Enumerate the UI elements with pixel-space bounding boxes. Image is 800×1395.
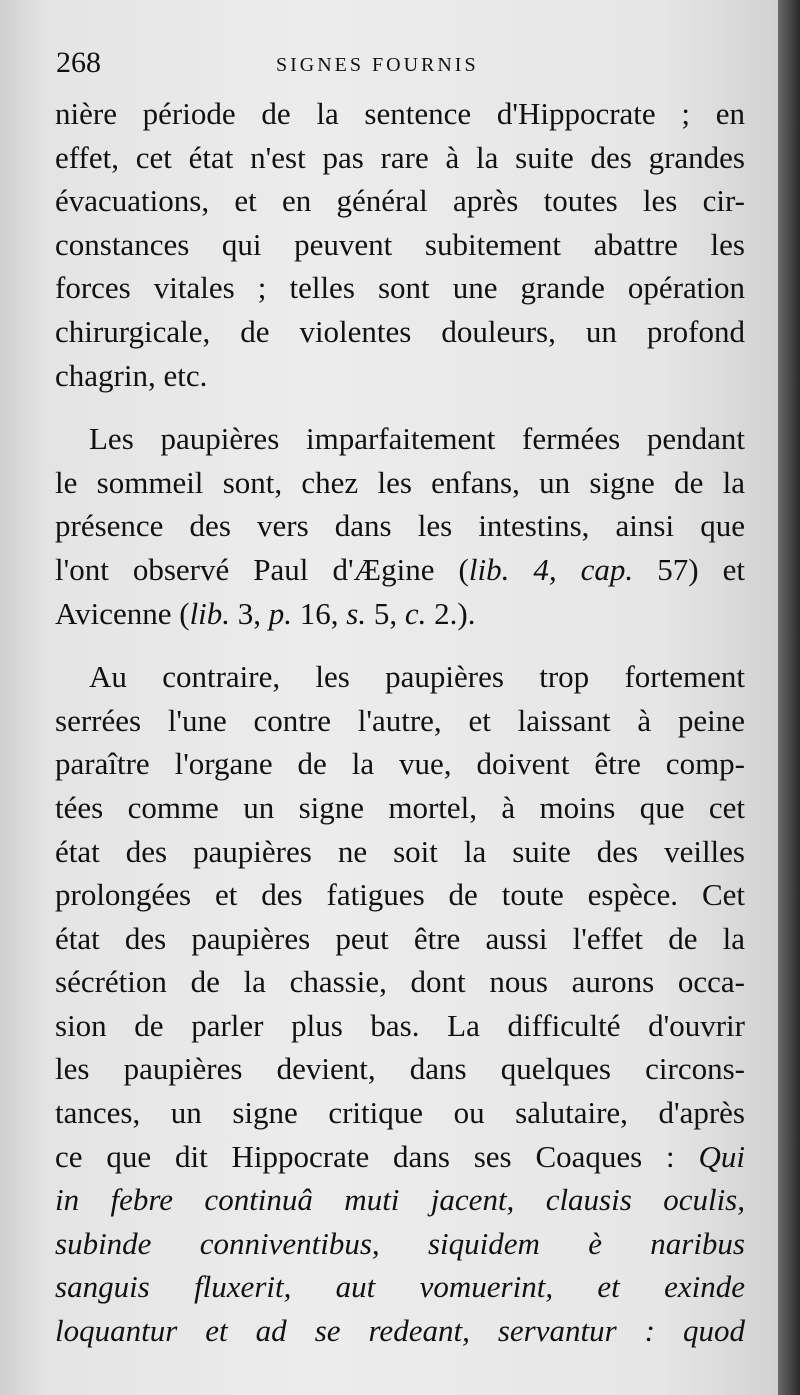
text-line: les paupières devient, dans quelques circons- bbox=[55, 1051, 745, 1087]
text-line: état des paupières ne soit la suite des veilles bbox=[55, 833, 745, 869]
text-line: état des paupières peut être aussi l'effet de la bbox=[55, 920, 745, 956]
text-line: sécrétion de la chassie, dont nous aurons occa- bbox=[55, 964, 745, 1000]
paragraph-1 bbox=[55, 92, 745, 397]
text-line: effet, cet état n'est pas rare à la suite des grandes bbox=[55, 139, 745, 175]
text-line: constances qui peuvent subitement abattre les bbox=[55, 226, 745, 262]
text-line: paraître l'organe de la vue, doivent être comp- bbox=[55, 746, 745, 782]
text-span: 57) et bbox=[633, 551, 745, 587]
body-text bbox=[55, 92, 745, 1353]
citation-italic: lib. 4, cap. bbox=[468, 551, 634, 587]
text-line: forces vitales ; telles sont une grande opération bbox=[55, 270, 745, 306]
page-edge-shadow bbox=[778, 0, 800, 1395]
quote-italic: Qui bbox=[698, 1138, 745, 1174]
text-line: Au contraire, les paupières trop fortement bbox=[89, 659, 745, 695]
text-line: tances, un signe critique ou salutaire, d'après bbox=[55, 1095, 745, 1131]
text-line bbox=[55, 1135, 745, 1179]
citation-italic: c. bbox=[404, 595, 427, 631]
text-line: prolongées et des fatigues de toute espèce. Cet bbox=[55, 877, 745, 913]
latin-quote-line: subinde conniventibus, siquidem è naribus bbox=[55, 1225, 745, 1261]
text-span: Avicenne ( bbox=[55, 595, 190, 631]
latin-quote-line: loquantur et ad se redeant, servantur : quod bbox=[55, 1313, 745, 1349]
latin-quote-line: in febre continuâ muti jacent, clausis oculis, bbox=[55, 1182, 745, 1218]
text-line: présence des vers dans les intestins, ainsi que bbox=[55, 508, 745, 544]
text-line: nière période de la sentence d'Hippocrate ; en bbox=[55, 96, 745, 131]
text-line bbox=[55, 592, 745, 636]
text-line: le sommeil sont, chez les enfans, un signe de la bbox=[55, 464, 745, 500]
page-header bbox=[56, 46, 730, 86]
text-line bbox=[55, 548, 745, 592]
text-line: évacuations, et en général après toutes les cir- bbox=[55, 183, 745, 219]
text-span: 16, bbox=[292, 595, 347, 631]
text-line: Les paupières imparfaitement fermées pendant bbox=[89, 421, 745, 457]
text-span: l'ont observé Paul d'Ægine ( bbox=[55, 551, 469, 587]
text-span: 5, bbox=[366, 595, 405, 631]
text-line: sion de parler plus bas. La difficulté d'ouvrir bbox=[55, 1007, 745, 1043]
text-line: tées comme un signe mortel, à moins que cet bbox=[55, 789, 745, 825]
paragraph-2 bbox=[55, 417, 745, 635]
citation-italic: p. bbox=[268, 595, 293, 631]
text-span: 2.). bbox=[426, 595, 476, 631]
text-span: ce que dit Hippocrate dans ses Coaques : bbox=[55, 1138, 699, 1174]
page-number: 268 bbox=[56, 46, 101, 79]
text-span: 3, bbox=[230, 595, 269, 631]
text-line: chagrin, etc. bbox=[55, 357, 208, 393]
citation-italic: lib. bbox=[189, 595, 231, 631]
citation-italic: s. bbox=[346, 595, 367, 631]
latin-quote-line: sanguis fluxerit, aut vomuerint, et exinde bbox=[55, 1269, 745, 1305]
text-line: serrées l'une contre l'autre, et laissant à peine bbox=[55, 702, 745, 738]
text-line: chirurgicale, de violentes douleurs, un profond bbox=[55, 313, 745, 349]
paragraph-3 bbox=[55, 655, 745, 1353]
running-head: SIGNES FOURNIS bbox=[276, 54, 479, 76]
